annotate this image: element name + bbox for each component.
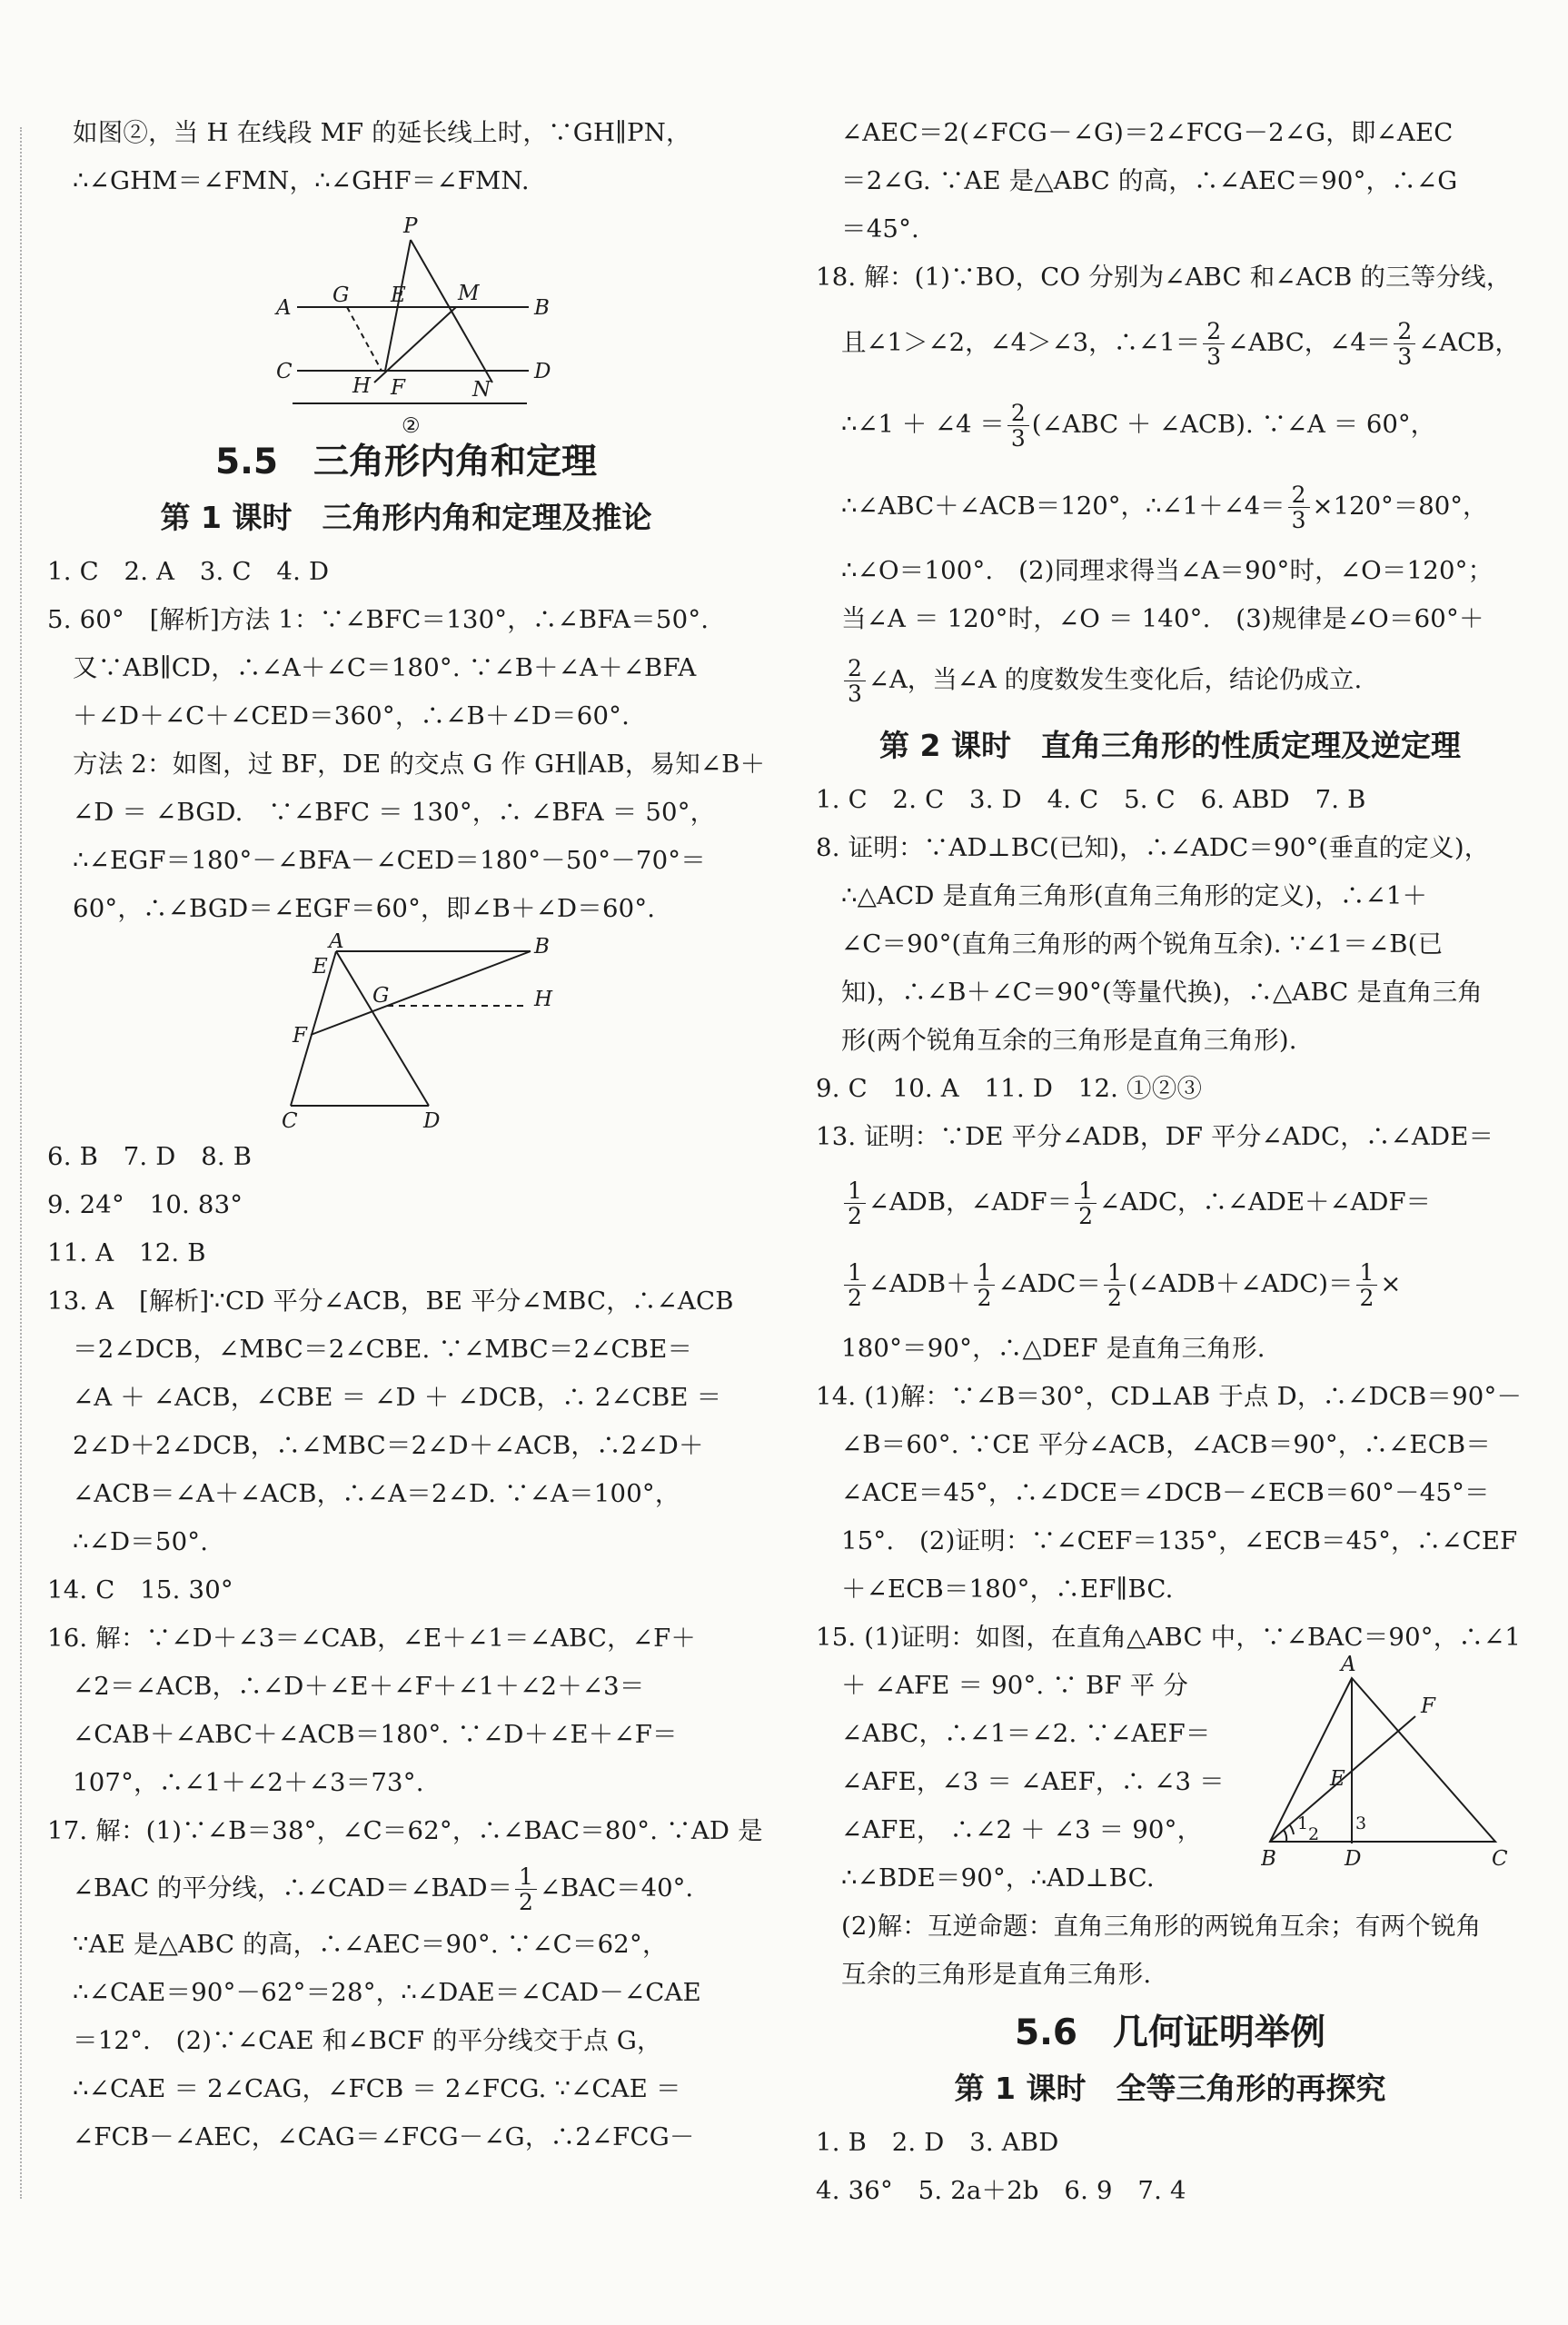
fraction-half — [844, 1178, 866, 1229]
fig2-label-d: D — [534, 360, 551, 383]
fraction-line — [816, 465, 1524, 547]
figure-2-drawing — [47, 205, 765, 442]
fig15-label-b: B — [1261, 1847, 1276, 1869]
text-line: ∵AE 是△ABC 的高，∴∠AEC＝90°. ∵∠C＝62°， — [73, 1930, 668, 1959]
denominator: 2 — [519, 1889, 533, 1915]
text-segment: ∠ADC，∴∠ADE＋∠ADF＝ — [1099, 1187, 1432, 1217]
section-title-5-6: 5.6 几何证明举例 — [1014, 2012, 1326, 2053]
text-line: ∴∠CAE＝90°－62°＝28°，∴∠DAE＝∠CAD－∠CAE — [73, 1978, 701, 2007]
fig2-label-p: P — [403, 214, 418, 238]
denominator: 3 — [1206, 343, 1222, 370]
text-segment: × — [1380, 1269, 1402, 1298]
text-line: ＋∠ECB＝180°，∴EF∥BC. — [841, 1575, 1174, 1604]
fig2-label-b: B — [534, 296, 550, 320]
text-line: 如图②，当 H 在线段 MF 的延长线上时，∵GH∥PN， — [73, 118, 691, 147]
text-line: ∴∠D＝50°. — [73, 1527, 209, 1556]
text-segment: ∠ADC＝ — [997, 1269, 1101, 1298]
denominator: 3 — [848, 681, 862, 707]
fraction-two-thirds — [844, 656, 866, 707]
fig2-label-g: G — [332, 283, 350, 307]
fraction-line — [816, 383, 1524, 465]
fig5-label-b: B — [534, 935, 550, 959]
fraction-half — [974, 1260, 996, 1311]
denominator: 2 — [848, 1285, 862, 1311]
text-line: ∴∠BDE＝90°，∴AD⊥BC. — [841, 1863, 1155, 1893]
fraction-half — [1075, 1178, 1097, 1229]
fig2-label-h: H — [352, 374, 372, 398]
trapezoid-diagram — [47, 933, 765, 1133]
fig5-label-d: D — [423, 1109, 441, 1133]
numerator: 2 — [1007, 401, 1029, 427]
fig15-label-2: 2 — [1308, 1824, 1320, 1844]
figure-5 — [47, 933, 765, 1133]
text-segment: ∠ACB， — [1418, 328, 1520, 357]
text-line: ∠ACB＝∠A＋∠ACB，∴∠A＝2∠D. ∵∠A＝100°， — [73, 1479, 680, 1508]
text-line: 60°，∴∠BGD＝∠EGF＝60°，即∠B＋∠D＝60°. — [73, 894, 656, 923]
answer-line: 11. A 12. B — [47, 1238, 206, 1267]
text-line: ＝2∠G. ∵AE 是△ABC 的高，∴∠AEC＝90°，∴∠G — [841, 166, 1458, 195]
answer-line: 17. 解：(1)∵∠B＝38°，∠C＝62°，∴∠BAC＝80°. ∵AD 是 — [47, 1816, 763, 1845]
fig5-label-c: C — [282, 1109, 298, 1133]
numerator: 1 — [1104, 1260, 1126, 1287]
denominator: 3 — [1291, 507, 1306, 533]
text-segment: ∴∠1 ＋ ∠4 ＝ — [841, 410, 1005, 439]
answer-line: 4. 36° 5. 2a＋2b 6. 9 7. 4 — [816, 2176, 1186, 2205]
text-line: ∠A ＋ ∠ACB，∠CBE ＝ ∠D ＋ ∠DCB，∴ 2∠CBE ＝ — [73, 1383, 722, 1412]
fraction-two-thirds — [1203, 319, 1225, 370]
denominator: 2 — [1078, 1203, 1094, 1229]
fig2-label-n: N — [472, 378, 491, 402]
numerator: 2 — [844, 656, 866, 682]
fraction-two-thirds — [1007, 401, 1029, 452]
right-triangle-diagram — [1261, 1651, 1524, 1869]
answer-line: 18. 解：(1)∵BO，CO 分别为∠ABC 和∠ACB 的三等分线， — [816, 263, 1512, 292]
fraction-two-thirds — [1394, 319, 1415, 370]
text-line: ∠AEC＝2(∠FCG－∠G)＝2∠FCG－2∠G，即∠AEC — [841, 118, 1454, 147]
text-line: 互余的三角形是直角三角形. — [841, 1960, 1152, 1989]
lesson-title: 第 1 课时 全等三角形的再探究 — [954, 2071, 1386, 2106]
answer-line: 13. 证明：∵DE 平分∠ADB，DF 平分∠ADC，∴∠ADE＝ — [816, 1122, 1494, 1151]
q15-block — [816, 1653, 1524, 1903]
text-line: ∠B＝60°. ∵CE 平分∠ACB，∠ACB＝90°，∴∠ECB＝ — [841, 1430, 1492, 1459]
text-segment: ∠BAC 的平分线，∴∠CAD＝∠BAD＝ — [73, 1873, 513, 1903]
answer-line: 5. 60° [解析]方法 1：∵∠BFC＝130°，∴∠BFA＝50°. — [47, 605, 710, 634]
text-line: 知)，∴∠B＋∠C＝90°(等量代换)，∴△ABC 是直角三角 — [841, 978, 1483, 1007]
text-segment: ∠ADB，∠ADF＝ — [868, 1187, 1073, 1217]
text-segment: ∠ABC，∠4＝ — [1227, 328, 1392, 357]
numerator: 1 — [974, 1260, 996, 1287]
text-line: ＋∠D＋∠C＋∠CED＝360°，∴∠B＋∠D＝60°. — [73, 701, 630, 730]
fig2-label-a: A — [276, 296, 292, 320]
numerator: 2 — [1288, 482, 1310, 509]
fraction-line — [816, 1243, 1524, 1325]
denominator: 2 — [1107, 1285, 1122, 1311]
denominator: 3 — [1010, 425, 1026, 452]
fig5-label-e: E — [313, 955, 328, 979]
text-line: ∠AFE， ∴∠2 ＋ ∠3 ＝ 90°， — [841, 1815, 1203, 1844]
fig15-label-1: 1 — [1297, 1813, 1309, 1833]
text-segment: ∠A，当∠A 的度数发生变化后，结论仍成立. — [868, 665, 1363, 694]
fraction-half — [1356, 1260, 1378, 1311]
fig15-label-f: F — [1421, 1694, 1435, 1718]
fraction-line — [816, 1161, 1524, 1243]
text-line: 方法 2：如图，过 BF，DE 的交点 G 作 GH∥AB，易知∠B＋ — [73, 750, 766, 779]
text-segment: 且∠1＞∠2，∠4＞∠3，∴∠1＝ — [841, 328, 1201, 357]
answer-line: 1. C 2. A 3. C 4. D — [47, 557, 330, 586]
text-line: (2)解：互逆命题：直角三角形的两锐角互余；有两个锐角 — [841, 1912, 1482, 1941]
numerator: 1 — [1356, 1260, 1378, 1287]
text-line: ∠D ＝ ∠BGD. ∵∠BFC ＝ 130°，∴ ∠BFA ＝ 50°， — [73, 798, 716, 827]
fig5-label-a: A — [329, 933, 344, 953]
fraction-half — [515, 1864, 537, 1915]
answer-line: 16. 解：∵∠D＋∠3＝∠CAB，∠E＋∠1＝∠ABC，∠F＋ — [47, 1624, 697, 1653]
text-line: ＋ ∠AFE ＝ 90°. ∵ BF 平 分 — [841, 1671, 1188, 1700]
answer-line: 6. B 7. D 8. B — [47, 1142, 253, 1171]
numerator: 2 — [1203, 319, 1225, 345]
fraction-line — [816, 643, 1524, 716]
fig15-label-d: D — [1345, 1847, 1362, 1869]
answer-line: 14. (1)解：∵∠B＝30°，CD⊥AB 于点 D，∴∠DCB＝90°－ — [816, 1382, 1523, 1411]
text-line: ＝45°. — [841, 214, 919, 243]
text-line: 2∠D＋2∠DCB，∴∠MBC＝2∠D＋∠ACB，∴2∠D＋ — [73, 1431, 704, 1460]
text-line: ∴∠O＝100°. (2)同理求得当∠A＝90°时，∠O＝120°； — [841, 556, 1494, 585]
text-line: ∠AFE，∠3 ＝ ∠AEF，∴ ∠3 ＝ — [841, 1767, 1225, 1796]
text-line: ＝12°. (2)∵∠CAE 和∠BCF 的平分线交于点 G， — [73, 2026, 662, 2055]
text-line: ＝2∠DCB，∠MBC＝2∠CBE. ∵∠MBC＝2∠CBE＝ — [73, 1335, 693, 1364]
text-segment: (∠ADB＋∠ADC)＝ — [1127, 1269, 1354, 1298]
text-line: 又∵AB∥CD，∴∠A＋∠C＝180°. ∵∠B＋∠A＋∠BFA — [73, 653, 697, 682]
fig5-label-f: F — [293, 1024, 307, 1048]
fig5-label-h: H — [534, 988, 553, 1011]
column-divider — [20, 127, 22, 2199]
text-line: ∠ABC，∴∠1＝∠2. ∵∠AEF＝ — [841, 1719, 1211, 1748]
lesson-title: 第 1 课时 三角形内角和定理及推论 — [160, 500, 652, 535]
text-line: ∠FCB－∠AEC，∠CAG＝∠FCG－∠G，∴2∠FCG－ — [73, 2122, 695, 2151]
denominator: 3 — [1397, 343, 1413, 370]
text-line: 107°，∴∠1＋∠2＋∠3＝73°. — [73, 1768, 424, 1797]
text-line: 形(两个锐角互余的三角形是直角三角形). — [841, 1026, 1297, 1055]
text-line: ∠CAB＋∠ABC＋∠ACB＝180°. ∵∠D＋∠E＋∠F＝ — [73, 1720, 678, 1749]
text-segment: ×120°＝80°， — [1312, 492, 1488, 521]
text-line: ∠C＝90°(直角三角形的两个锐角互余). ∵∠1＝∠B(已 — [841, 929, 1444, 959]
lesson-title: 第 2 课时 直角三角形的性质定理及逆定理 — [879, 728, 1461, 763]
text-line: ∴∠CAE ＝ 2∠CAG，∠FCB ＝ 2∠FCG. ∵∠CAE ＝ — [73, 2074, 681, 2103]
text-line: 当∠A ＝ 120°时，∠O ＝ 140°. (3)规律是∠O＝60°＋ — [841, 604, 1484, 633]
numerator: 1 — [844, 1178, 866, 1205]
numerator: 2 — [1394, 319, 1415, 345]
denominator: 2 — [1359, 1285, 1374, 1311]
fig2-caption: ② — [402, 414, 421, 438]
answer-line: 1. B 2. D 3. ABD — [816, 2128, 1059, 2157]
text-line: ∴△ACD 是直角三角形(直角三角形的定义)，∴∠1＋ — [841, 881, 1428, 910]
text-line: 180°＝90°，∴△DEF 是直角三角形. — [841, 1334, 1265, 1363]
text-segment: ∠BAC＝40°. — [539, 1873, 694, 1903]
fraction-half — [844, 1260, 866, 1311]
text-segment: ∴∠ABC＋∠ACB＝120°，∴∠1＋∠4＝ — [841, 492, 1285, 521]
fig2-label-m: M — [458, 282, 480, 305]
section-title-5-5: 5.5 三角形内角和定理 — [214, 442, 598, 482]
fig15-label-a: A — [1341, 1653, 1356, 1676]
fraction-two-thirds — [1288, 482, 1310, 533]
text-line: ∠ACE＝45°，∴∠DCE＝∠DCB－∠ECB＝60°－45°＝ — [841, 1478, 1490, 1507]
answer-line: 15. (1)证明：如图，在直角△ABC 中，∵∠BAC＝90°，∴∠1 — [816, 1623, 1522, 1652]
answer-line: 14. C 15. 30° — [47, 1575, 233, 1605]
text-segment: ∠ADB＋ — [868, 1269, 971, 1298]
numerator: 1 — [1075, 1178, 1097, 1205]
fraction-line — [816, 302, 1524, 383]
text-segment: (∠ABC ＋ ∠ACB). ∵∠A ＝ 60°， — [1031, 410, 1436, 439]
fig15-label-e: E — [1330, 1767, 1345, 1791]
answer-line: 13. A [解析]∵CD 平分∠ACB，BE 平分∠MBC，∴∠ACB — [47, 1287, 734, 1316]
fig5-label-g: G — [372, 984, 390, 1008]
text-line: 15°. (2)证明：∵∠CEF＝135°，∠ECB＝45°，∴∠CEF — [841, 1526, 1518, 1555]
answer-line: 9. C 10. A 11. D 12. ①②③ — [816, 1074, 1203, 1103]
fig15-label-c: C — [1492, 1847, 1508, 1869]
text-line: ∠2＝∠ACB，∴∠D＋∠E＋∠F＋∠1＋∠2＋∠3＝ — [73, 1672, 645, 1701]
fraction-half — [1104, 1260, 1126, 1311]
answer-line: 8. 证明：∵AD⊥BC(已知)，∴∠ADC＝90°(垂直的定义)， — [816, 833, 1490, 862]
answer-line: 9. 24° 10. 83° — [47, 1190, 243, 1219]
fig2-label-c: C — [276, 360, 293, 383]
fraction-line — [47, 1855, 765, 1921]
text-line: ∴∠GHM＝∠FMN，∴∠GHF＝∠FMN. — [73, 166, 530, 195]
numerator: 1 — [844, 1260, 866, 1287]
text-line: ∴∠EGF＝180°－∠BFA－∠CED＝180°－50°－70°＝ — [73, 846, 706, 875]
fig15-label-3: 3 — [1355, 1813, 1367, 1833]
denominator: 2 — [848, 1203, 862, 1229]
answer-line: 1. C 2. C 3. D 4. C 5. C 6. ABD 7. B — [816, 785, 1366, 814]
fig2-label-e: E — [391, 283, 406, 307]
numerator: 1 — [515, 1864, 537, 1891]
fig2-label-f: F — [391, 376, 405, 400]
denominator: 2 — [977, 1285, 992, 1311]
right-column — [816, 109, 1524, 2215]
